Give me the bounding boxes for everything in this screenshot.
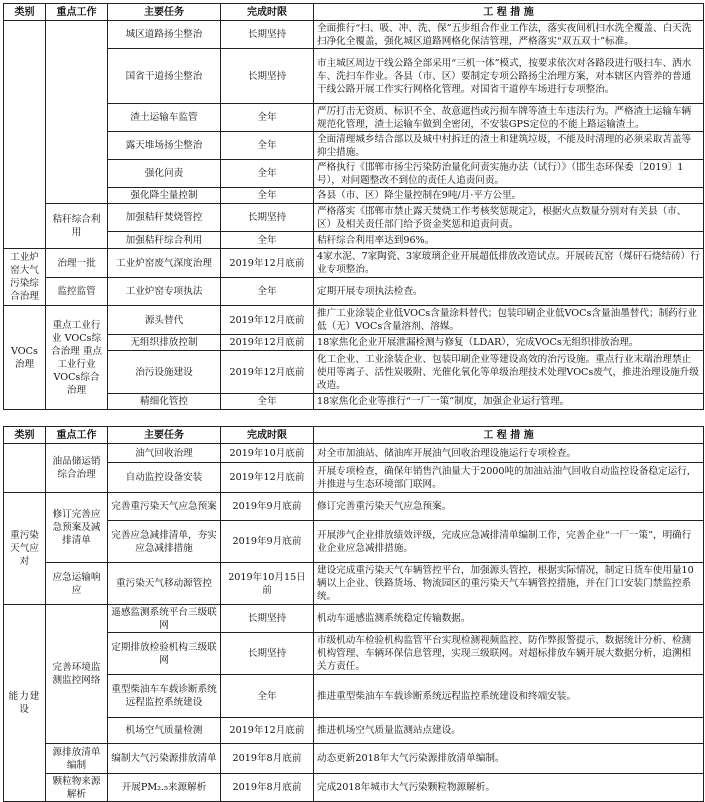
header-measures: 工 程 措 施: [314, 427, 704, 444]
deadline-cell: 全年: [221, 104, 314, 132]
task-cell: 遥感监测系统平台三级联网: [108, 605, 221, 633]
task-cell: 完善应急减排清单，夯实应急减排措施: [108, 521, 221, 563]
key-work-cell: 监控监管: [46, 278, 108, 306]
measure-cell: 市级机动车检验机构监管平台实现检测视频监控、防作弊报警提示、数据统计分析、检测机构管理、车辆环保信息管理，实现三级联网。对超标排放车辆开展大数据分析，追溯相关方责任。: [314, 633, 704, 675]
deadline-cell: 2019年12月底前: [221, 335, 314, 351]
measure-cell: 开展涉气企业排放绩效评级，完成应急减排清单编制工作，完善企业“一厂一策”，明确行业企业应急减排措施。: [314, 521, 704, 563]
category-cell: [4, 444, 46, 493]
deadline-cell: 全年: [221, 232, 314, 249]
category-cell: VOCs治理: [4, 306, 46, 410]
category-cell: 重污染天气应对: [4, 493, 46, 605]
table-row: [4, 335, 704, 351]
task-cell: 加强秸秆综合利用: [108, 232, 221, 249]
measure-cell: 严厉打击无资质、标识不全、故意遮挡或污损车牌等渣土车违法行为。严格渣土运输车辆规范化管理，渣土运输车做到全密闭，不安装GPS定位的不能上路运输渣土。: [314, 104, 704, 132]
task-cell: 国省干道扬尘整治: [108, 49, 221, 104]
measure-cell: 市主城区周边干线公路全部采用“三机一体”模式，按要求依次对各路段进行吸扫车、洒水车、洗扫车作业。各县（市、区）要制定专项公路扬尘治理方案，对本辖区内管养的普通干线公路开展工作实行网格化管理。对国省干道停车场进行专项整治。: [314, 49, 704, 104]
table-row: [4, 188, 704, 204]
task-cell: 定期排放检验机构三级联网: [108, 633, 221, 675]
deadline-cell: 2019年9月底前: [221, 493, 314, 521]
measure-cell: 动态更新2018年大气污染源排放清单编制。: [314, 744, 704, 774]
task-cell: 自动监控设备安装: [108, 463, 221, 493]
table-row: [4, 49, 704, 104]
deadline-cell: 2019年12月底前: [221, 351, 314, 394]
key-work-cell: 修订完善应急预案及减排清单: [46, 493, 108, 563]
task-cell: 重型柴油车车载诊断系统远程监控系统建设: [108, 675, 221, 718]
table-row: [4, 394, 704, 410]
table-row: [4, 463, 704, 493]
header-key-work: 重点工作: [46, 427, 108, 444]
deadline-cell: 全年: [221, 675, 314, 718]
measure-cell: 化工企业、工业涂装企业、包装印刷企业等建设高效的治污设施。重点行业末端治理禁止使用等离子、活性炭吸附、光催化氧化等单级治理技术处理VOCs废气，推进治理设施升级改造。: [314, 351, 704, 394]
header-measures: 工 程 措 施: [314, 4, 704, 21]
measure-cell: 建设完成重污染天气车辆管控平台，加强源头管控，根据实际情况，制定日货车使用量10辆以上企业、铁路货场、物流园区的重污染天气车辆管控措施，并在门口安装门禁监控系统。: [314, 563, 704, 605]
deadline-cell: 2019年10月底前: [221, 444, 314, 463]
key-work-cell: 油品储运销综合治理: [46, 444, 108, 493]
task-cell: 机场空气质量检测: [108, 718, 221, 744]
measure-cell: 推进重型柴油车车载诊断系统远程监控系统建设和终端安装。: [314, 675, 704, 718]
deadline-cell: 长期坚持: [221, 21, 314, 49]
table-row: [4, 204, 704, 232]
header-main-task: 主要任务: [108, 4, 221, 21]
measure-cell: 4家水泥、7家陶瓷、3家玻璃企业开展超低排放改造试点。开展砖瓦窑（煤矸石烧结砖）行业专项整治。: [314, 249, 704, 278]
key-work-cell: [46, 21, 108, 204]
deadline-cell: 长期坚持: [221, 633, 314, 675]
deadline-cell: 2019年12月底前: [221, 249, 314, 278]
table-row: [4, 774, 704, 802]
deadline-cell: 2019年8月底前: [221, 774, 314, 802]
table-row: [4, 278, 704, 306]
table-header-row: [4, 4, 704, 21]
table-row: [4, 104, 704, 132]
task-cell: 开展PM₂.₅来源解析: [108, 774, 221, 802]
deadline-cell: 长期坚持: [221, 204, 314, 232]
task-cell: 源头替代: [108, 306, 221, 335]
task-cell: 露天堆场扬尘整治: [108, 132, 221, 160]
category-cell: 工业炉窑大气污染综合治理: [4, 249, 46, 306]
deadline-cell: 长期坚持: [221, 605, 314, 633]
table-row: [4, 633, 704, 675]
measure-cell: 完成2018年城市大气污染颗粒物源解析。: [314, 774, 704, 802]
header-key-work: 重点工作: [46, 4, 108, 21]
key-work-cell: 颗粒物来源解析: [46, 774, 108, 802]
task-cell: 完善重污染天气应急预案: [108, 493, 221, 521]
task-cell: 工业炉窑专项执法: [108, 278, 221, 306]
deadline-cell: 全年: [221, 394, 314, 410]
measure-cell: 推进机场空气质量监测站点建设。: [314, 718, 704, 744]
table-row: [4, 132, 704, 160]
table-row: [4, 605, 704, 633]
table-row: [4, 306, 704, 335]
measure-cell: 定期开展专项执法检查。: [314, 278, 704, 306]
deadline-cell: 全年: [221, 188, 314, 204]
task-cell: 无组织排放控制: [108, 335, 221, 351]
measure-cell: 全面推行“扫、吸、冲、洗、保”五步组合作业工作法，落实夜间机扫水洗全覆盖、白天洗扫净化全覆盖，强化城区道路网格化保洁管理，严格落实“双五双十”标准。: [314, 21, 704, 49]
task-cell: 强化降尘量控制: [108, 188, 221, 204]
table-row: [4, 160, 704, 188]
header-category: 类别: [4, 4, 46, 21]
table-row: [4, 249, 704, 278]
table-row: [4, 675, 704, 718]
header-main-task: 主要任务: [108, 427, 221, 444]
task-cell: 加强秸秆焚烧管控: [108, 204, 221, 232]
key-work-cell: 重点工业行业 VOCs综合治理 重点工业行业 VOCs综合治理: [46, 306, 108, 410]
deadline-cell: 2019年8月底前: [221, 744, 314, 774]
measure-cell: 各县（市、区）降尘量控制在9吨/月·平方公里。: [314, 188, 704, 204]
measures-table-1: [3, 3, 704, 410]
table-header-row: [4, 427, 704, 444]
deadline-cell: 长期坚持: [221, 49, 314, 104]
task-cell: 精细化管控: [108, 394, 221, 410]
task-cell: 强化问责: [108, 160, 221, 188]
deadline-cell: 全年: [221, 160, 314, 188]
measure-cell: 秸秆综合利用率达到96%。: [314, 232, 704, 249]
table-row: [4, 444, 704, 463]
task-cell: 重污染天气移动源管控: [108, 563, 221, 605]
key-work-cell: 源排放清单编制: [46, 744, 108, 774]
key-work-cell: 治理一批: [46, 249, 108, 278]
measure-cell: 18家焦化企业等推行“一厂一策”制度，加强企业运行管理。: [314, 394, 704, 410]
table-row: [4, 493, 704, 521]
task-cell: 编制大气污染源排放清单: [108, 744, 221, 774]
measure-cell: 严格落实《邯郸市禁止露天焚烧工作考核奖惩规定》，根据火点数量分别对有关县（市、区）及相关责任部门给予资金奖惩和追责问责。: [314, 204, 704, 232]
measure-cell: 开展专项检查，确保年销售汽油量大于2000吨的加油站油气回收自动监控设备稳定运行，并推进与生态环境部门联网。: [314, 463, 704, 493]
header-deadline: 完成时限: [221, 427, 314, 444]
deadline-cell: 全年: [221, 278, 314, 306]
task-cell: 渣土运输车监管: [108, 104, 221, 132]
header-deadline: 完成时限: [221, 4, 314, 21]
measure-cell: 推广工业涂装企业低VOCs含量涂料替代；包装印刷企业低VOCs含量油墨替代；制药行业低（无）VOCs含量溶剂、溶媒。: [314, 306, 704, 335]
deadline-cell: 2019年12月底前: [221, 306, 314, 335]
table-row: [4, 744, 704, 774]
category-cell: 能力建设: [4, 605, 46, 802]
table-row: [4, 21, 704, 49]
measures-table-2: [3, 426, 704, 802]
category-cell: [4, 21, 46, 249]
measure-cell: 对全市加油站、储油库开展油气回收治理设施运行专项检查。: [314, 444, 704, 463]
task-cell: 油气回收治理: [108, 444, 221, 463]
measure-cell: 严格执行《邯郸市扬尘污染防治量化问责实施办法（试行）》（邯生态环保委〔2019〕1号），对问题整改不到位的责任人追责问责。: [314, 160, 704, 188]
table-row: [4, 718, 704, 744]
task-cell: 工业炉窑废气深度治理: [108, 249, 221, 278]
task-cell: 城区道路扬尘整治: [108, 21, 221, 49]
deadline-cell: 2019年12月底前: [221, 718, 314, 744]
measure-cell: 机动车遥感监测系统稳定传输数据。: [314, 605, 704, 633]
measure-cell: 18家焦化企业开展泄漏检测与修复（LDAR），完成VOCs无组织排放治理。: [314, 335, 704, 351]
table-row: [4, 351, 704, 394]
key-work-cell: 秸秆综合利用: [46, 204, 108, 249]
deadline-cell: 2019年10月15日前: [221, 563, 314, 605]
deadline-cell: 2019年9月底前: [221, 521, 314, 563]
header-category: 类别: [4, 427, 46, 444]
deadline-cell: 全年: [221, 132, 314, 160]
key-work-cell: 应急运输响应: [46, 563, 108, 605]
task-cell: 治污设施建设: [108, 351, 221, 394]
measure-cell: 全面清理城乡结合部以及城中村拆迁的渣土和建筑垃圾，不能及时清理的必须采取苫盖等抑尘措施。: [314, 132, 704, 160]
table-row: [4, 232, 704, 249]
deadline-cell: 2019年12月底前: [221, 463, 314, 493]
measure-cell: 修订完善重污染天气应急预案。: [314, 493, 704, 521]
table-row: [4, 521, 704, 563]
key-work-cell: 完善环境监测监控网络: [46, 605, 108, 744]
table-row: [4, 563, 704, 605]
